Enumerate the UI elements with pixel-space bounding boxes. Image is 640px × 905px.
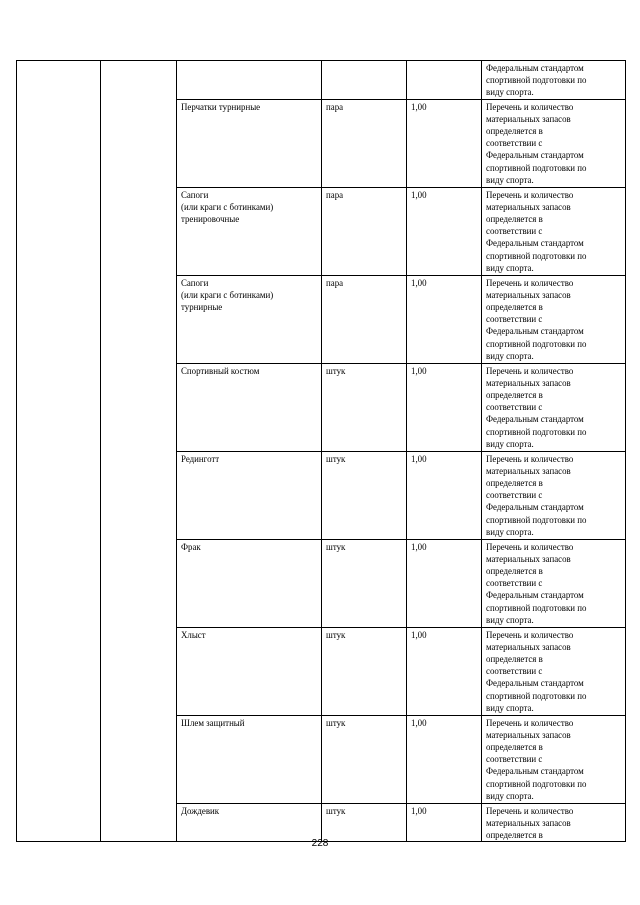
unit-cell xyxy=(322,61,407,100)
item-name-cell: Дождевик xyxy=(177,803,322,842)
quantity-cell: 1,00 xyxy=(407,187,482,275)
unit-cell: штук xyxy=(322,539,407,627)
note-cell: Перечень и количество материальных запасов определяется в соответствии с Федеральным стандартом спортивной подготовки по виду спорта. xyxy=(482,451,626,539)
quantity-cell: 1,00 xyxy=(407,99,482,187)
item-name-cell: Рединготт xyxy=(177,451,322,539)
merged-cell-col1 xyxy=(17,61,101,842)
item-name-cell xyxy=(177,61,322,100)
item-name-cell: Спортивный костюм xyxy=(177,363,322,451)
unit-cell: пара xyxy=(322,275,407,363)
note-cell: Перечень и количество материальных запасов определяется в соответствии с Федеральным стандартом спортивной подготовки по виду спорта. xyxy=(482,99,626,187)
unit-cell: пара xyxy=(322,99,407,187)
unit-cell: пара xyxy=(322,187,407,275)
quantity-cell: 1,00 xyxy=(407,363,482,451)
unit-cell: штук xyxy=(322,803,407,842)
materials-table-body xyxy=(17,61,626,842)
page-number: 228 xyxy=(311,838,329,849)
unit-cell: штук xyxy=(322,627,407,715)
table-row xyxy=(17,61,626,100)
merged-cell-col2 xyxy=(101,61,177,842)
unit-cell: штук xyxy=(322,451,407,539)
item-name-cell: Хлыст xyxy=(177,627,322,715)
item-name-cell: Перчатки турнирные xyxy=(177,99,322,187)
note-cell: Перечень и количество материальных запасов определяется в соответствии с Федеральным стандартом спортивной подготовки по виду спорта. xyxy=(482,539,626,627)
item-name-cell: Шлем защитный xyxy=(177,715,322,803)
note-cell: Перечень и количество материальных запасов определяется в соответствии с Федеральным стандартом спортивной подготовки по виду спорта. xyxy=(482,715,626,803)
quantity-cell: 1,00 xyxy=(407,275,482,363)
note-cell: Федеральным стандартом спортивной подготовки по виду спорта. xyxy=(482,61,626,100)
item-name-cell: Сапоги (или краги с ботинками) турнирные xyxy=(177,275,322,363)
note-cell: Перечень и количество материальных запасов определяется в соответствии с Федеральным стандартом спортивной подготовки по виду спорта. xyxy=(482,363,626,451)
materials-table xyxy=(16,60,626,842)
note-cell: Перечень и количество материальных запасов определяется в xyxy=(482,803,626,842)
unit-cell: штук xyxy=(322,363,407,451)
quantity-cell xyxy=(407,61,482,100)
quantity-cell: 1,00 xyxy=(407,715,482,803)
unit-cell: штук xyxy=(322,715,407,803)
quantity-cell: 1,00 xyxy=(407,451,482,539)
item-name-cell: Сапоги (или краги с ботинками) тренировочные xyxy=(177,187,322,275)
note-cell: Перечень и количество материальных запасов определяется в соответствии с Федеральным стандартом спортивной подготовки по виду спорта. xyxy=(482,627,626,715)
quantity-cell: 1,00 xyxy=(407,539,482,627)
note-cell: Перечень и количество материальных запасов определяется в соответствии с Федеральным стандартом спортивной подготовки по виду спорта. xyxy=(482,275,626,363)
quantity-cell: 1,00 xyxy=(407,803,482,842)
item-name-cell: Фрак xyxy=(177,539,322,627)
note-cell: Перечень и количество материальных запасов определяется в соответствии с Федеральным стандартом спортивной подготовки по виду спорта. xyxy=(482,187,626,275)
quantity-cell: 1,00 xyxy=(407,627,482,715)
